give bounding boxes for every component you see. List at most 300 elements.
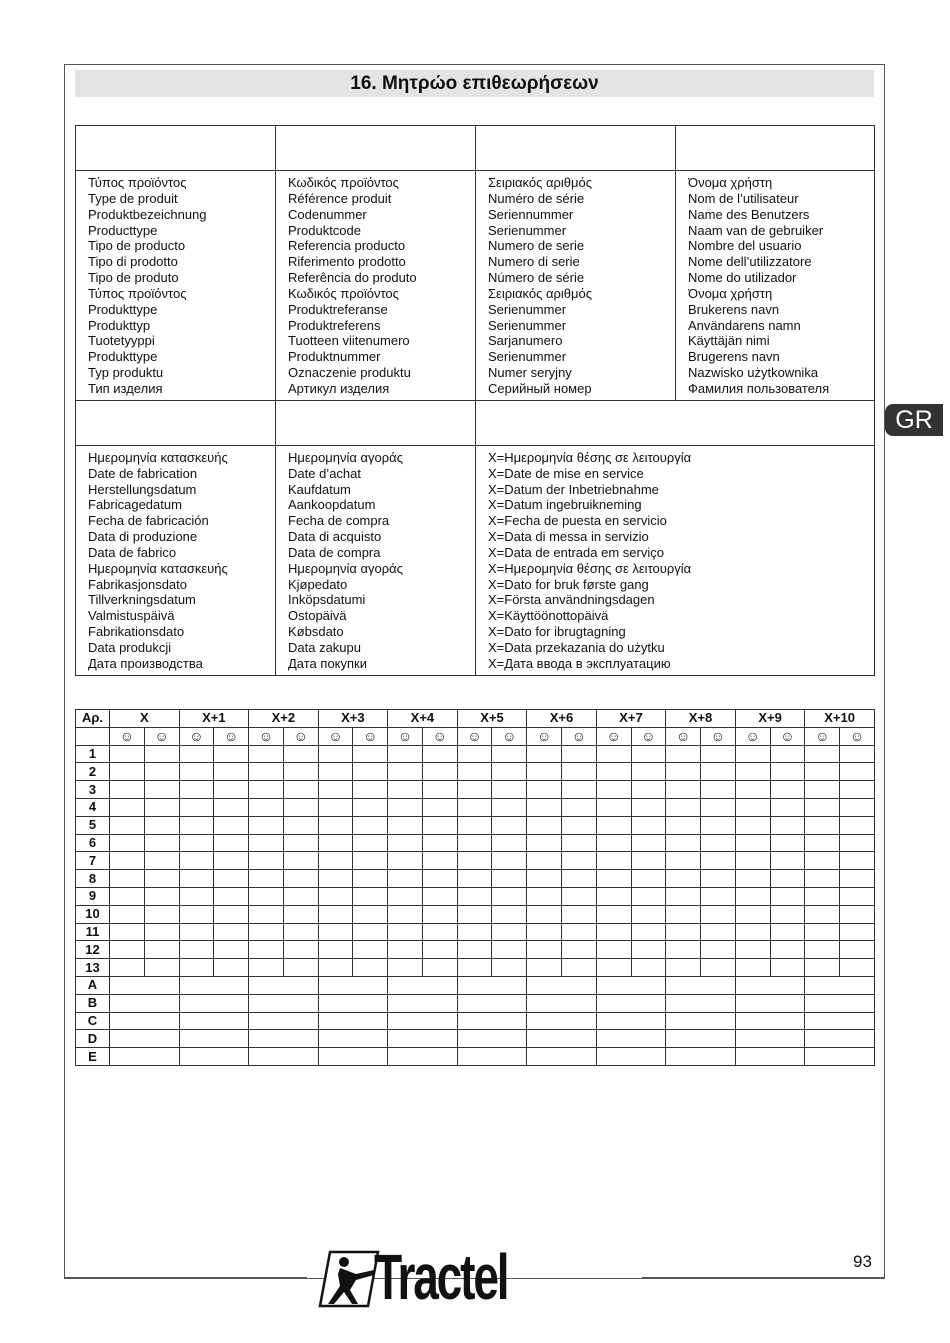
grid-cell[interactable]: [353, 887, 388, 905]
grid-cell[interactable]: [110, 941, 145, 959]
grid-cell[interactable]: [805, 763, 840, 781]
grid-cell[interactable]: [735, 976, 805, 994]
grid-cell[interactable]: [318, 959, 353, 977]
grid-cell[interactable]: [631, 905, 666, 923]
grid-cell[interactable]: [596, 976, 666, 994]
grid-cell[interactable]: [492, 745, 527, 763]
grid-cell[interactable]: [353, 870, 388, 888]
grid-cell[interactable]: [457, 976, 527, 994]
grid-cell[interactable]: [492, 763, 527, 781]
grid-cell[interactable]: [596, 798, 631, 816]
user-name-value-cell[interactable]: [676, 126, 875, 171]
grid-cell[interactable]: [666, 763, 701, 781]
grid-cell[interactable]: [353, 763, 388, 781]
grid-cell[interactable]: [701, 941, 736, 959]
grid-cell[interactable]: [422, 887, 457, 905]
grid-cell[interactable]: [805, 1030, 875, 1048]
grid-cell[interactable]: [666, 745, 701, 763]
grid-cell[interactable]: [840, 941, 875, 959]
product-type-value-cell[interactable]: [76, 126, 276, 171]
grid-cell[interactable]: [214, 959, 249, 977]
grid-cell[interactable]: [179, 905, 214, 923]
grid-cell[interactable]: [666, 1012, 736, 1030]
grid-cell[interactable]: [527, 834, 562, 852]
grid-cell[interactable]: [422, 745, 457, 763]
grid-cell[interactable]: [527, 1030, 597, 1048]
grid-cell[interactable]: [249, 834, 284, 852]
grid-cell[interactable]: [492, 781, 527, 799]
grid-cell[interactable]: [561, 781, 596, 799]
grid-cell[interactable]: [179, 816, 214, 834]
grid-cell[interactable]: [527, 870, 562, 888]
grid-cell[interactable]: [527, 763, 562, 781]
grid-cell[interactable]: [631, 816, 666, 834]
grid-cell[interactable]: [249, 745, 284, 763]
grid-cell[interactable]: [666, 994, 736, 1012]
grid-cell[interactable]: [596, 941, 631, 959]
grid-cell[interactable]: [596, 781, 631, 799]
grid-cell[interactable]: [179, 1048, 249, 1066]
grid-cell[interactable]: [666, 959, 701, 977]
grid-cell[interactable]: [701, 798, 736, 816]
grid-cell[interactable]: [631, 763, 666, 781]
grid-cell[interactable]: [318, 798, 353, 816]
product-code-value-cell[interactable]: [276, 126, 476, 171]
grid-cell[interactable]: [805, 870, 840, 888]
grid-cell[interactable]: [701, 923, 736, 941]
grid-cell[interactable]: [666, 1048, 736, 1066]
grid-cell[interactable]: [527, 923, 562, 941]
grid-cell[interactable]: [388, 798, 423, 816]
grid-cell[interactable]: [249, 1012, 319, 1030]
grid-cell[interactable]: [666, 976, 736, 994]
grid-cell[interactable]: [492, 816, 527, 834]
grid-cell[interactable]: [249, 870, 284, 888]
grid-cell[interactable]: [701, 781, 736, 799]
grid-cell[interactable]: [422, 834, 457, 852]
grid-cell[interactable]: [179, 941, 214, 959]
grid-cell[interactable]: [840, 887, 875, 905]
grid-cell[interactable]: [840, 798, 875, 816]
grid-cell[interactable]: [561, 905, 596, 923]
grid-cell[interactable]: [701, 834, 736, 852]
grid-cell[interactable]: [144, 941, 179, 959]
grid-cell[interactable]: [596, 870, 631, 888]
grid-cell[interactable]: [179, 798, 214, 816]
grid-cell[interactable]: [457, 1048, 527, 1066]
grid-cell[interactable]: [457, 959, 492, 977]
grid-cell[interactable]: [318, 816, 353, 834]
grid-cell[interactable]: [110, 1030, 180, 1048]
grid-cell[interactable]: [701, 745, 736, 763]
grid-cell[interactable]: [805, 834, 840, 852]
grid-cell[interactable]: [596, 816, 631, 834]
grid-cell[interactable]: [110, 994, 180, 1012]
grid-cell[interactable]: [283, 941, 318, 959]
grid-cell[interactable]: [527, 1012, 597, 1030]
grid-cell[interactable]: [353, 781, 388, 799]
grid-cell[interactable]: [457, 798, 492, 816]
grid-cell[interactable]: [422, 905, 457, 923]
grid-cell[interactable]: [457, 905, 492, 923]
grid-cell[interactable]: [283, 959, 318, 977]
grid-cell[interactable]: [666, 1030, 736, 1048]
grid-cell[interactable]: [840, 763, 875, 781]
grid-cell[interactable]: [283, 905, 318, 923]
grid-cell[interactable]: [179, 1030, 249, 1048]
grid-cell[interactable]: [353, 852, 388, 870]
grid-cell[interactable]: [666, 887, 701, 905]
grid-cell[interactable]: [318, 870, 353, 888]
grid-cell[interactable]: [144, 798, 179, 816]
grid-cell[interactable]: [596, 834, 631, 852]
grid-cell[interactable]: [110, 870, 145, 888]
grid-cell[interactable]: [561, 834, 596, 852]
grid-cell[interactable]: [110, 923, 145, 941]
grid-cell[interactable]: [735, 994, 805, 1012]
grid-cell[interactable]: [457, 834, 492, 852]
grid-cell[interactable]: [283, 745, 318, 763]
grid-cell[interactable]: [353, 941, 388, 959]
grid-cell[interactable]: [388, 994, 458, 1012]
grid-cell[interactable]: [214, 887, 249, 905]
grid-cell[interactable]: [805, 1048, 875, 1066]
grid-cell[interactable]: [353, 905, 388, 923]
grid-cell[interactable]: [179, 763, 214, 781]
grid-cell[interactable]: [735, 763, 770, 781]
grid-cell[interactable]: [110, 959, 145, 977]
grid-cell[interactable]: [735, 781, 770, 799]
grid-cell[interactable]: [179, 994, 249, 1012]
grid-cell[interactable]: [701, 887, 736, 905]
grid-cell[interactable]: [561, 852, 596, 870]
grid-cell[interactable]: [388, 816, 423, 834]
grid-cell[interactable]: [214, 870, 249, 888]
grid-cell[interactable]: [144, 852, 179, 870]
grid-cell[interactable]: [840, 852, 875, 870]
grid-cell[interactable]: [631, 745, 666, 763]
grid-cell[interactable]: [805, 798, 840, 816]
grid-cell[interactable]: [110, 905, 145, 923]
grid-cell[interactable]: [457, 870, 492, 888]
grid-cell[interactable]: [840, 834, 875, 852]
grid-cell[interactable]: [110, 745, 145, 763]
grid-cell[interactable]: [527, 941, 562, 959]
grid-cell[interactable]: [353, 959, 388, 977]
grid-cell[interactable]: [179, 781, 214, 799]
grid-cell[interactable]: [631, 781, 666, 799]
grid-cell[interactable]: [701, 959, 736, 977]
grid-cell[interactable]: [283, 816, 318, 834]
grid-cell[interactable]: [283, 763, 318, 781]
grid-cell[interactable]: [249, 798, 284, 816]
grid-cell[interactable]: [527, 905, 562, 923]
grid-cell[interactable]: [214, 834, 249, 852]
grid-cell[interactable]: [457, 941, 492, 959]
grid-cell[interactable]: [214, 781, 249, 799]
grid-cell[interactable]: [353, 745, 388, 763]
grid-cell[interactable]: [110, 798, 145, 816]
grid-cell[interactable]: [179, 976, 249, 994]
grid-cell[interactable]: [457, 887, 492, 905]
grid-cell[interactable]: [318, 1012, 388, 1030]
grid-cell[interactable]: [283, 870, 318, 888]
grid-cell[interactable]: [249, 816, 284, 834]
grid-cell[interactable]: [214, 763, 249, 781]
grid-cell[interactable]: [388, 887, 423, 905]
grid-cell[interactable]: [631, 887, 666, 905]
grid-cell[interactable]: [631, 834, 666, 852]
grid-cell[interactable]: [666, 941, 701, 959]
grid-cell[interactable]: [666, 905, 701, 923]
grid-cell[interactable]: [388, 923, 423, 941]
grid-cell[interactable]: [110, 976, 180, 994]
grid-cell[interactable]: [214, 798, 249, 816]
grid-cell[interactable]: [318, 781, 353, 799]
grid-cell[interactable]: [596, 887, 631, 905]
grid-cell[interactable]: [422, 870, 457, 888]
grid-cell[interactable]: [144, 763, 179, 781]
grid-cell[interactable]: [805, 941, 840, 959]
grid-cell[interactable]: [249, 852, 284, 870]
grid-cell[interactable]: [318, 994, 388, 1012]
grid-cell[interactable]: [770, 763, 805, 781]
grid-cell[interactable]: [249, 1030, 319, 1048]
grid-cell[interactable]: [735, 1012, 805, 1030]
grid-cell[interactable]: [144, 745, 179, 763]
grid-cell[interactable]: [492, 870, 527, 888]
grid-cell[interactable]: [770, 852, 805, 870]
grid-cell[interactable]: [318, 905, 353, 923]
grid-cell[interactable]: [388, 870, 423, 888]
grid-cell[interactable]: [179, 959, 214, 977]
grid-cell[interactable]: [631, 870, 666, 888]
grid-cell[interactable]: [527, 745, 562, 763]
grid-cell[interactable]: [561, 887, 596, 905]
grid-cell[interactable]: [388, 852, 423, 870]
grid-cell[interactable]: [596, 905, 631, 923]
grid-cell[interactable]: [735, 798, 770, 816]
grid-cell[interactable]: [805, 1012, 875, 1030]
grid-cell[interactable]: [457, 1012, 527, 1030]
grid-cell[interactable]: [179, 745, 214, 763]
grid-cell[interactable]: [110, 1048, 180, 1066]
grid-cell[interactable]: [805, 905, 840, 923]
grid-cell[interactable]: [840, 781, 875, 799]
grid-cell[interactable]: [666, 798, 701, 816]
grid-cell[interactable]: [110, 852, 145, 870]
grid-cell[interactable]: [527, 852, 562, 870]
grid-cell[interactable]: [596, 745, 631, 763]
grid-cell[interactable]: [457, 763, 492, 781]
grid-cell[interactable]: [422, 959, 457, 977]
serial-number-value-cell[interactable]: [476, 126, 676, 171]
grid-cell[interactable]: [561, 959, 596, 977]
grid-cell[interactable]: [283, 834, 318, 852]
grid-cell[interactable]: [561, 816, 596, 834]
grid-cell[interactable]: [144, 870, 179, 888]
grid-cell[interactable]: [527, 959, 562, 977]
grid-cell[interactable]: [249, 887, 284, 905]
grid-cell[interactable]: [318, 763, 353, 781]
grid-cell[interactable]: [561, 798, 596, 816]
grid-cell[interactable]: [770, 941, 805, 959]
grid-cell[interactable]: [596, 923, 631, 941]
grid-cell[interactable]: [596, 852, 631, 870]
grid-cell[interactable]: [110, 887, 145, 905]
grid-cell[interactable]: [214, 923, 249, 941]
grid-cell[interactable]: [144, 959, 179, 977]
grid-cell[interactable]: [527, 976, 597, 994]
grid-cell[interactable]: [735, 1048, 805, 1066]
grid-cell[interactable]: [596, 1048, 666, 1066]
grid-cell[interactable]: [422, 798, 457, 816]
grid-cell[interactable]: [283, 798, 318, 816]
grid-cell[interactable]: [144, 905, 179, 923]
grid-cell[interactable]: [457, 781, 492, 799]
grid-cell[interactable]: [422, 941, 457, 959]
grid-cell[interactable]: [144, 923, 179, 941]
grid-cell[interactable]: [805, 745, 840, 763]
grid-cell[interactable]: [249, 905, 284, 923]
grid-cell[interactable]: [701, 870, 736, 888]
grid-cell[interactable]: [527, 798, 562, 816]
grid-cell[interactable]: [179, 834, 214, 852]
grid-cell[interactable]: [735, 816, 770, 834]
grid-cell[interactable]: [770, 834, 805, 852]
grid-cell[interactable]: [701, 816, 736, 834]
grid-cell[interactable]: [666, 852, 701, 870]
grid-cell[interactable]: [561, 870, 596, 888]
grid-cell[interactable]: [735, 923, 770, 941]
grid-cell[interactable]: [353, 923, 388, 941]
grid-cell[interactable]: [457, 816, 492, 834]
grid-cell[interactable]: [388, 905, 423, 923]
grid-cell[interactable]: [110, 763, 145, 781]
grid-cell[interactable]: [457, 994, 527, 1012]
grid-cell[interactable]: [840, 816, 875, 834]
grid-cell[interactable]: [492, 923, 527, 941]
grid-cell[interactable]: [388, 763, 423, 781]
grid-cell[interactable]: [283, 852, 318, 870]
grid-cell[interactable]: [388, 976, 458, 994]
grid-cell[interactable]: [388, 941, 423, 959]
grid-cell[interactable]: [318, 976, 388, 994]
grid-cell[interactable]: [492, 959, 527, 977]
grid-cell[interactable]: [144, 781, 179, 799]
grid-cell[interactable]: [631, 941, 666, 959]
grid-cell[interactable]: [527, 994, 597, 1012]
grid-cell[interactable]: [318, 834, 353, 852]
grid-cell[interactable]: [596, 1030, 666, 1048]
grid-cell[interactable]: [805, 887, 840, 905]
grid-cell[interactable]: [422, 816, 457, 834]
grid-cell[interactable]: [388, 781, 423, 799]
grid-cell[interactable]: [110, 1012, 180, 1030]
grid-cell[interactable]: [631, 959, 666, 977]
grid-cell[interactable]: [492, 798, 527, 816]
grid-cell[interactable]: [735, 745, 770, 763]
grid-cell[interactable]: [805, 994, 875, 1012]
grid-cell[interactable]: [805, 959, 840, 977]
grid-cell[interactable]: [770, 781, 805, 799]
grid-cell[interactable]: [770, 816, 805, 834]
grid-cell[interactable]: [735, 941, 770, 959]
grid-cell[interactable]: [666, 834, 701, 852]
grid-cell[interactable]: [179, 887, 214, 905]
grid-cell[interactable]: [214, 905, 249, 923]
grid-cell[interactable]: [666, 781, 701, 799]
grid-cell[interactable]: [249, 994, 319, 1012]
grid-cell[interactable]: [214, 941, 249, 959]
grid-cell[interactable]: [457, 852, 492, 870]
grid-cell[interactable]: [422, 852, 457, 870]
grid-cell[interactable]: [701, 763, 736, 781]
grid-cell[interactable]: [701, 905, 736, 923]
grid-cell[interactable]: [631, 798, 666, 816]
grid-cell[interactable]: [249, 959, 284, 977]
grid-cell[interactable]: [249, 763, 284, 781]
grid-cell[interactable]: [318, 941, 353, 959]
grid-cell[interactable]: [283, 887, 318, 905]
grid-cell[interactable]: [735, 887, 770, 905]
grid-cell[interactable]: [666, 923, 701, 941]
grid-cell[interactable]: [283, 781, 318, 799]
grid-cell[interactable]: [388, 959, 423, 977]
purchase-date-value-cell[interactable]: [276, 400, 476, 445]
grid-cell[interactable]: [492, 887, 527, 905]
grid-cell[interactable]: [735, 905, 770, 923]
grid-cell[interactable]: [596, 994, 666, 1012]
grid-cell[interactable]: [666, 816, 701, 834]
grid-cell[interactable]: [249, 976, 319, 994]
grid-cell[interactable]: [805, 816, 840, 834]
grid-cell[interactable]: [283, 923, 318, 941]
grid-cell[interactable]: [318, 923, 353, 941]
manufacture-date-value-cell[interactable]: [76, 400, 276, 445]
grid-cell[interactable]: [388, 1048, 458, 1066]
grid-cell[interactable]: [701, 852, 736, 870]
grid-cell[interactable]: [388, 1030, 458, 1048]
grid-cell[interactable]: [318, 1048, 388, 1066]
grid-cell[interactable]: [805, 852, 840, 870]
grid-cell[interactable]: [770, 959, 805, 977]
grid-cell[interactable]: [110, 781, 145, 799]
grid-cell[interactable]: [770, 923, 805, 941]
grid-cell[interactable]: [527, 781, 562, 799]
grid-cell[interactable]: [457, 923, 492, 941]
grid-cell[interactable]: [666, 870, 701, 888]
grid-cell[interactable]: [249, 1048, 319, 1066]
grid-cell[interactable]: [249, 941, 284, 959]
grid-cell[interactable]: [805, 781, 840, 799]
grid-cell[interactable]: [840, 959, 875, 977]
grid-cell[interactable]: [631, 852, 666, 870]
grid-cell[interactable]: [422, 781, 457, 799]
grid-cell[interactable]: [457, 1030, 527, 1048]
grid-cell[interactable]: [492, 941, 527, 959]
grid-cell[interactable]: [770, 745, 805, 763]
grid-cell[interactable]: [318, 745, 353, 763]
grid-cell[interactable]: [214, 816, 249, 834]
grid-cell[interactable]: [492, 834, 527, 852]
grid-cell[interactable]: [353, 816, 388, 834]
grid-cell[interactable]: [318, 1030, 388, 1048]
grid-cell[interactable]: [353, 834, 388, 852]
grid-cell[interactable]: [631, 923, 666, 941]
grid-cell[interactable]: [840, 905, 875, 923]
grid-cell[interactable]: [561, 941, 596, 959]
